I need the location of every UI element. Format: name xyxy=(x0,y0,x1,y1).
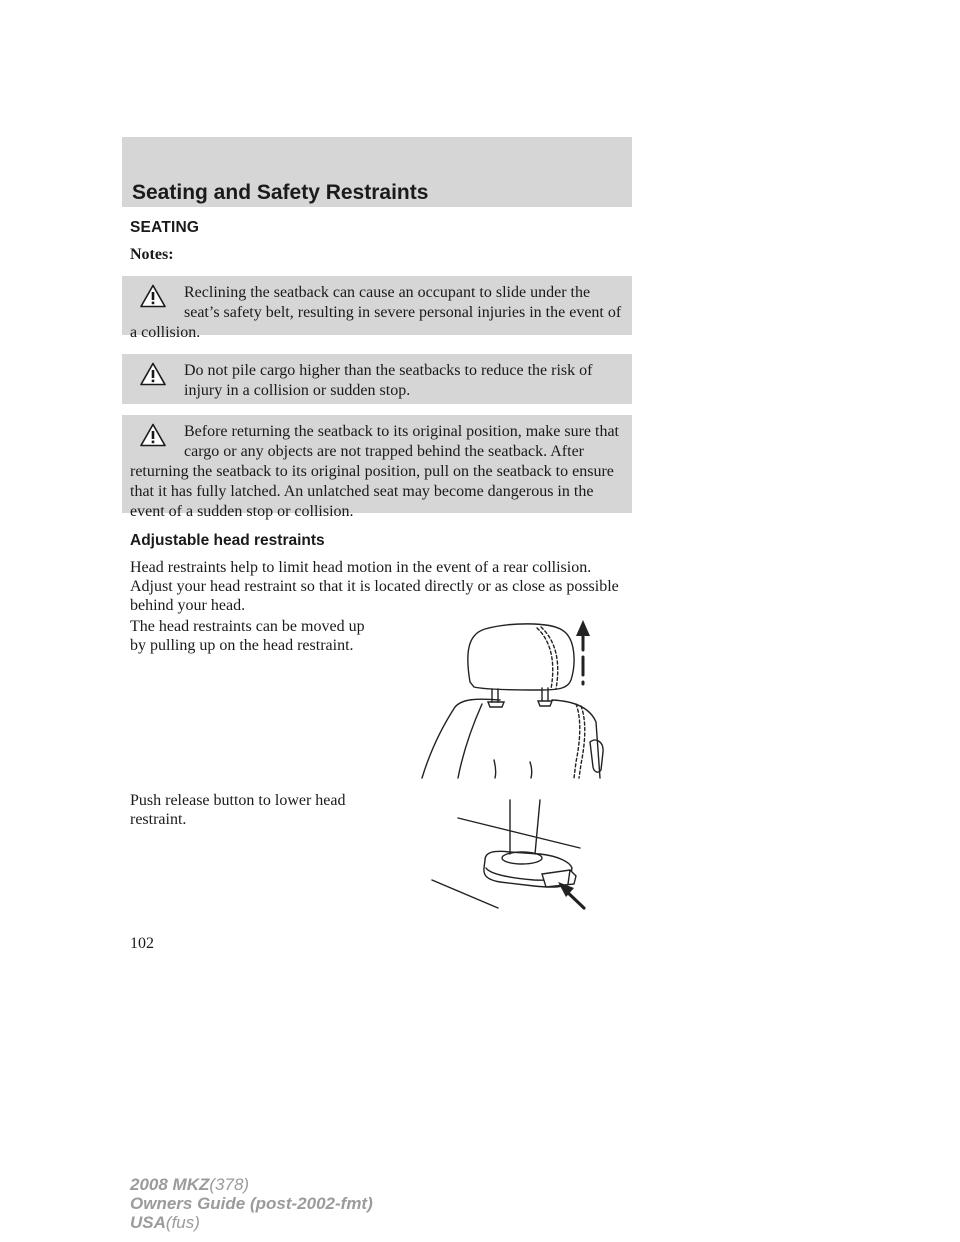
page-number: 102 xyxy=(130,935,154,952)
lower-instruction: Push release button to lower head restraint. xyxy=(130,792,346,828)
head-restraint-raise-illustration xyxy=(410,612,620,780)
raise-instruction: The head restraints can be moved up by pulling up on the head restraint. xyxy=(130,618,365,654)
warning-box-seatback-latch xyxy=(122,415,632,520)
footer-guide: Owners Guide (post-2002-fmt) xyxy=(130,1194,373,1213)
footer-market-code: (fus) xyxy=(165,1213,200,1232)
warning-box-recline xyxy=(122,276,632,341)
release-button-illustration xyxy=(430,798,590,914)
head-restraints-intro: Head restraints help to limit head motion in the event of a rear collision. Adjust your head restraint so that it is located directly or as close as possible behind your head. xyxy=(130,559,619,614)
warning-text: Do not pile cargo higher than the seatbacks to reduce the risk of injury in a collision or sudden stop. xyxy=(184,362,593,399)
page-header-title: Seating and Safety Restraints xyxy=(132,181,429,204)
warning-triangle-icon xyxy=(140,284,166,308)
footer-line-model xyxy=(130,1175,373,1194)
header-band xyxy=(122,137,632,207)
warning-box-cargo xyxy=(122,354,632,404)
footer-model: 2008 MKZ xyxy=(130,1175,210,1194)
footer-line-market xyxy=(130,1213,373,1232)
document-footer xyxy=(130,1175,373,1232)
warning-triangle-icon xyxy=(140,362,166,386)
footer-model-code: (378) xyxy=(209,1175,250,1194)
footer-line-guide xyxy=(130,1194,373,1213)
head-restraints-heading: Adjustable head restraints xyxy=(130,532,325,549)
section-heading: SEATING xyxy=(130,219,200,236)
warning-text: Reclining the seatback can cause an occupant to slide under the seat’s safety belt, resulting in severe personal injuries in the event of a collision. xyxy=(130,284,622,341)
warning-text: Before returning the seatback to its original position, make sure that cargo or any objects are not trapped behind the seatback. After returning the seatback to its original position, pull on the seatback to ensure that it has fully latched. An unlatched seat may become dangerous in the event of a sudden stop or collision. xyxy=(130,423,619,520)
warning-triangle-icon xyxy=(140,423,166,447)
notes-label: Notes: xyxy=(130,246,174,263)
footer-market: USA xyxy=(130,1213,166,1232)
